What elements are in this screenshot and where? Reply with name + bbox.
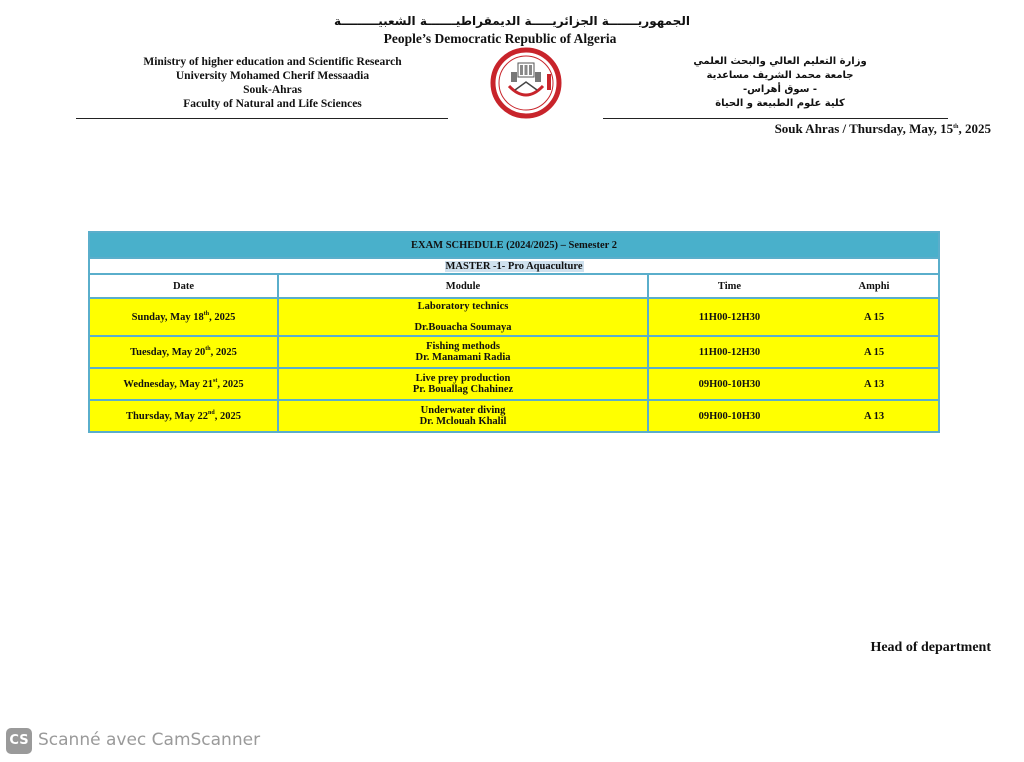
city-line-ar: - سوق أهراس- [742, 84, 818, 95]
camscanner-logo-icon: CS [6, 728, 32, 754]
table-row [89, 336, 939, 368]
module-professor: Dr.Bouacha Soumaya [414, 322, 512, 333]
faculty-line: Faculty of Natural and Life Sciences [183, 98, 362, 110]
module-professor: Dr. Mclouah Khalil [419, 416, 507, 427]
faculty-line-ar: كلية علوم الطبيعة و الحياة [715, 98, 845, 109]
header-divider-left [76, 118, 448, 119]
exam-time: 09H00-10H30 [648, 400, 810, 432]
republic-title: People’s Democratic Republic of Algeria [383, 31, 617, 46]
table-title-row [89, 232, 939, 258]
col-header-module: Module [278, 274, 648, 298]
col-header-date: Date [89, 274, 278, 298]
exam-amphi: A 13 [810, 368, 939, 400]
module-name: Live prey production [415, 373, 511, 384]
module-name: Laboratory technics [417, 301, 509, 312]
table-subtitle-row [89, 258, 939, 274]
exam-module [278, 298, 648, 336]
exam-date: Tuesday, May 20th, 2025 [89, 336, 278, 368]
module-name: Underwater diving [420, 405, 506, 416]
table-row [89, 368, 939, 400]
signature-label: Head of department [870, 640, 991, 655]
exam-module [278, 336, 648, 368]
exam-amphi: A 13 [810, 400, 939, 432]
exam-schedule-table [88, 231, 940, 433]
exam-date: Thursday, May 22nd, 2025 [89, 400, 278, 432]
university-logo [487, 46, 565, 120]
ministry-line: Ministry of higher education and Scientific Research [143, 56, 402, 68]
module-name: Fishing methods [426, 341, 500, 352]
ministry-line-ar: وزارة التعليم العالي والبحث العلمي [693, 56, 867, 67]
watermark-text: Scanné avec CamScanner [38, 730, 261, 750]
table-title: EXAM SCHEDULE (2024/2025) – Semester 2 [89, 232, 939, 258]
university-line-ar: جامعة محمد الشريف مساعدية [706, 70, 854, 81]
institution-block-ar [640, 55, 920, 111]
exam-date: Wednesday, May 21st, 2025 [89, 368, 278, 400]
institution-block-en [100, 55, 445, 111]
module-professor: Dr. Manamani Radia [415, 352, 511, 363]
arabic-republic-title: الجمهوريـــــــة الجزائريـــــة الديمقراطيـــــــة الشعبيـــــــــة [334, 14, 690, 28]
exam-time: 11H00-12H30 [648, 336, 810, 368]
table-row [89, 298, 939, 336]
program-name: MASTER -1- Pro Aquaculture [89, 258, 939, 274]
exam-amphi: A 15 [810, 336, 939, 368]
exam-time: 11H00-12H30 [648, 298, 810, 336]
city-line: Souk-Ahras [243, 84, 302, 96]
university-line: University Mohamed Cherif Messaadia [175, 70, 370, 82]
exam-date: Sunday, May 18th, 2025 [89, 298, 278, 336]
exam-module [278, 368, 648, 400]
exam-amphi: A 15 [810, 298, 939, 336]
issue-date: Souk Ahras / Thursday, May, 15th, 2025 [774, 121, 991, 136]
table-row [89, 400, 939, 432]
exam-module [278, 400, 648, 432]
module-professor: Pr. Bouallag Chahinez [412, 384, 514, 395]
exam-time: 09H00-10H30 [648, 368, 810, 400]
col-header-amphi: Amphi [810, 274, 939, 298]
table-header-row [89, 274, 939, 298]
col-header-time: Time [648, 274, 810, 298]
header-divider-right [603, 118, 948, 119]
